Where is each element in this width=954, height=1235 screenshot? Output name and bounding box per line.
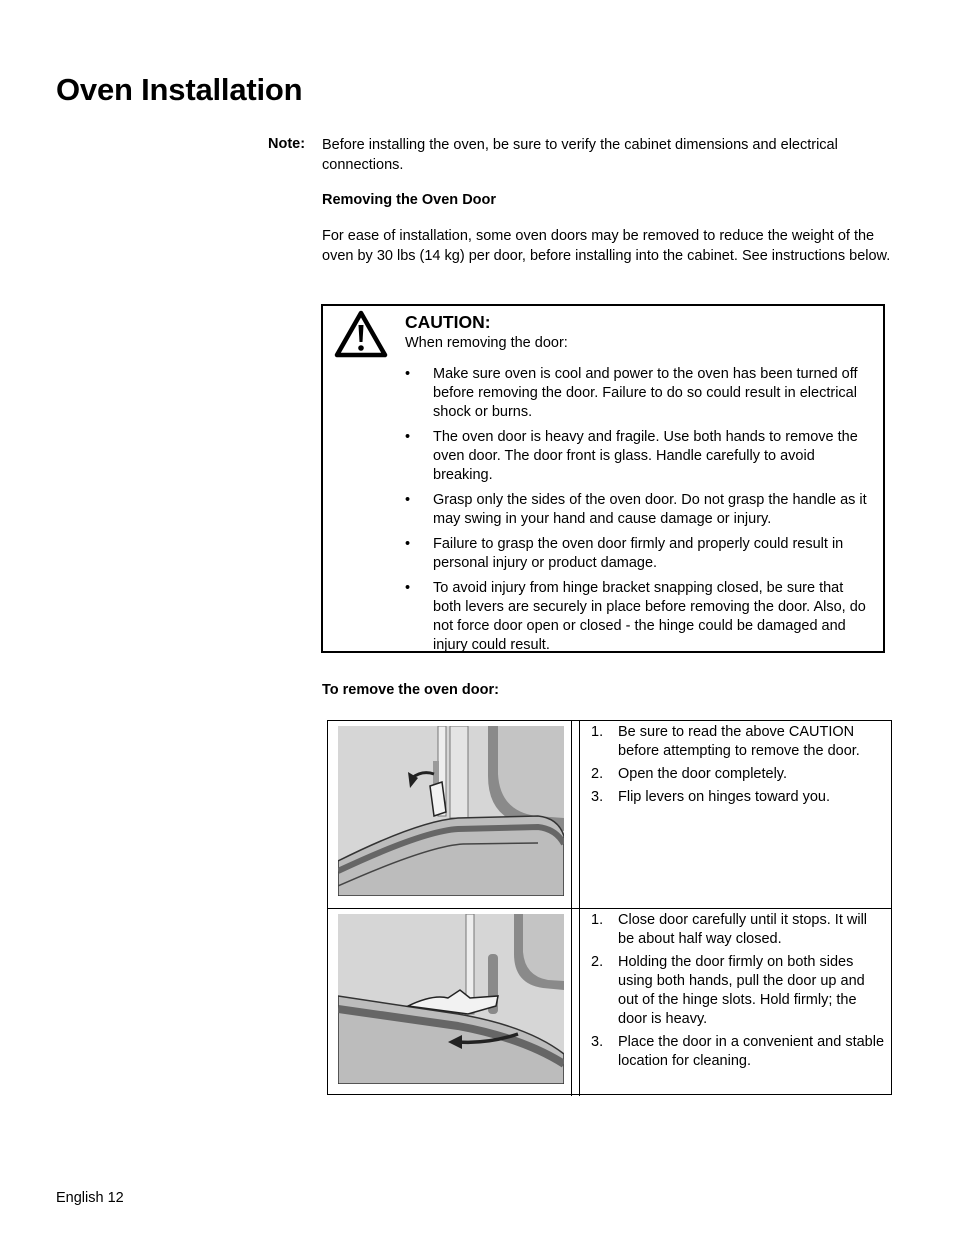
caution-item: • Failure to grasp the oven door firmly and properly could result in personal injury or product damage. — [405, 536, 844, 571]
steps-table — [327, 720, 892, 1095]
caution-box — [321, 304, 885, 653]
steps-row — [328, 908, 891, 1096]
list-item: 2. Holding the door firmly on both sides using both hands, pull the door up and out of the hinge slots. Hold firmly; the door is heavy. — [591, 954, 865, 1027]
list-item: 1. Be sure to read the above CAUTION before attempting to remove the door. — [591, 724, 860, 759]
hinge-lever-flip-illustration — [338, 726, 564, 896]
list-item: 3. Flip levers on hinges toward you. — [591, 789, 830, 805]
caution-intro: When removing the door: — [405, 335, 568, 351]
bullet: • — [405, 429, 411, 445]
removing-door-heading: Removing the Oven Door — [322, 192, 497, 208]
warning-triangle-icon — [334, 310, 388, 358]
note-text: Before installing the oven, be sure to verify the cabinet dimensions and electrical connections. — [322, 137, 838, 173]
steps-list — [591, 911, 887, 1075]
remove-door-heading: To remove the oven door: — [322, 682, 499, 698]
caution-item: • Make sure oven is cool and power to the oven has been turned off before removing the door. Failure to do so could result in electrical shock or burns. — [405, 366, 858, 420]
steps-row — [328, 721, 891, 908]
bullet: • — [405, 580, 411, 596]
list-item: 1. Close door carefully until it stops. It will be about half way closed. — [591, 912, 868, 947]
list-item: 3. Place the door in a convenient and stable location for cleaning. — [591, 1034, 885, 1069]
caution-item: • The oven door is heavy and fragile. Use both hands to remove the oven door. The door front is glass. Handle carefully to avoid breaking. — [405, 429, 858, 483]
illustration-cell — [328, 909, 572, 1096]
bullet: • — [405, 366, 411, 382]
page-title: Oven Installation — [56, 72, 303, 107]
bullet: • — [405, 536, 411, 552]
caution-item: • Grasp only the sides of the oven door. Do not grasp the handle as it may swing in your hand and cause damage or injury. — [405, 492, 867, 527]
illustration-cell — [328, 721, 572, 908]
page-footer: English 12 — [56, 1190, 124, 1206]
caution-list — [405, 365, 875, 661]
caution-title: CAUTION: — [405, 312, 491, 332]
door-lift-out-illustration — [338, 914, 564, 1084]
note-label: Note: — [268, 136, 306, 152]
removing-door-paragraph: For ease of installation, some oven doors may be removed to reduce the weight of the oven by 30 lbs (14 kg) per door, before installing into the cabinet. See instructions below. — [322, 228, 891, 264]
caution-item: • To avoid injury from hinge bracket snapping closed, be sure that both levers are securely in place before removing the door. Also, do not force door open or closed - the hinge could be damaged and injury could result. — [405, 580, 866, 653]
steps-list — [591, 723, 887, 811]
divider-cell — [572, 909, 580, 1096]
list-item: 2. Open the door completely. — [591, 766, 787, 782]
divider-cell — [572, 721, 580, 908]
bullet: • — [405, 492, 411, 508]
